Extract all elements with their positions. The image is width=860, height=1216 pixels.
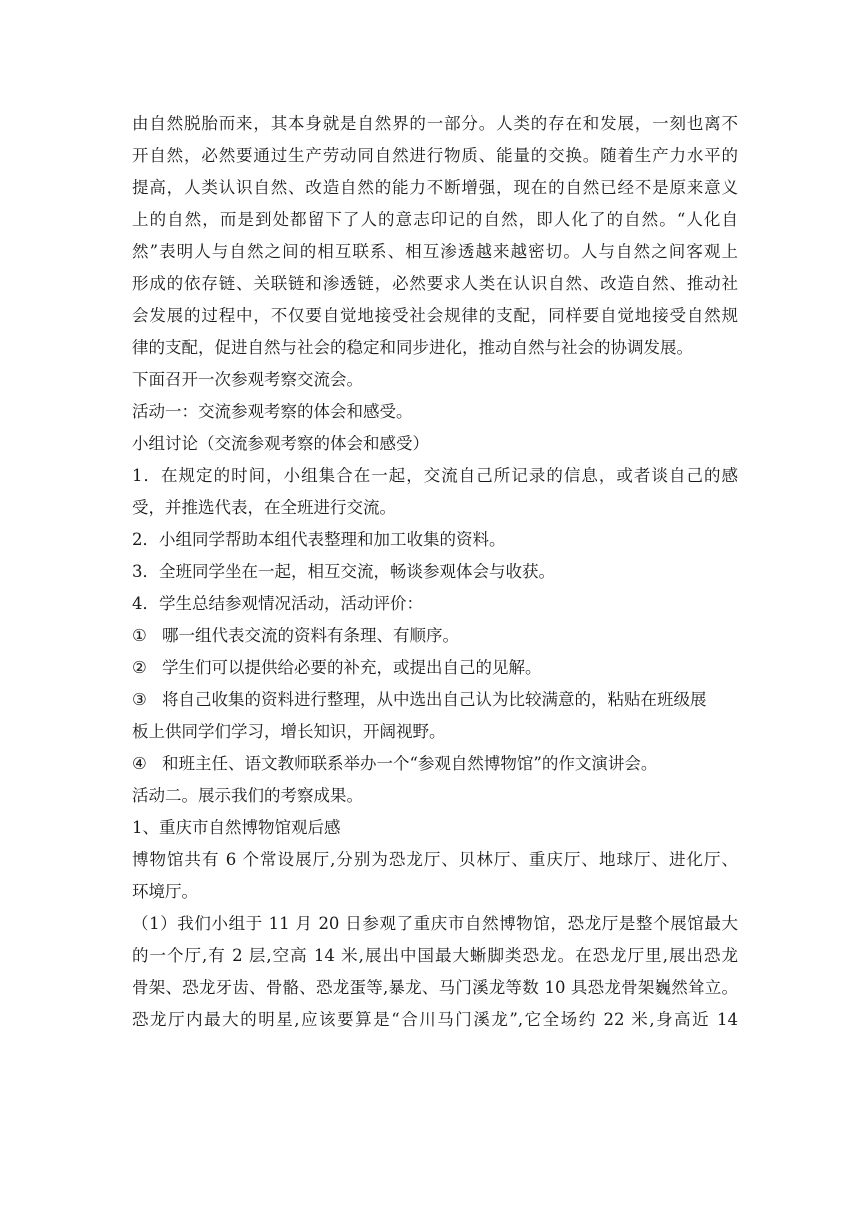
visit-line: 恐龙厅内最大的明星,应该要算是“合川马门溪龙”,它全场约 22 米,身高近 14 — [132, 1010, 738, 1029]
paragraph-line: 上的自然，而是到处都留下了人的意志印记的自然，即人化了的自然。“人化自 — [132, 210, 738, 229]
visit-line: 骨架、恐龙牙齿、骨骼、恐龙蛋等,暴龙、马门溪龙等数 10 具恐龙骨架巍然耸立。 — [132, 978, 738, 997]
step-three: 3．全班同学坐在一起，相互交流，畅谈参观体会与收获。 — [132, 562, 555, 581]
evaluation-text: 哪一组代表交流的资料有条理、有顺序。 — [162, 626, 459, 645]
activity-two-heading: 活动二。展示我们的考察成果。 — [132, 786, 363, 805]
paragraph-line: 由自然脱胎而来，其本身就是自然界的一部分。人类的存在和发展，一刻也离不 — [132, 114, 738, 133]
document-body — [132, 108, 738, 1036]
step-one: 1．在规定的时间，小组集合在一起，交流自己所记录的信息，或者谈自己的感 — [132, 466, 738, 485]
visit-line: （1）我们小组于 11 月 20 日参观了重庆市自然博物馆，恐龙厅是整个展馆最大 — [132, 914, 738, 933]
museum-halls-line: 博物馆共有 6 个常设展厅,分别为恐龙厅、贝林厅、重庆厅、地球厅、进化厅、 — [132, 850, 738, 869]
paragraph-line: 会发展的过程中，不仅要自觉地接受社会规律的支配，同样要自觉地接受自然规 — [132, 306, 738, 325]
evaluation-text: 和班主任、语文教师联系举办一个“参观自然博物馆”的作文演讲会。 — [162, 754, 658, 773]
evaluation-number: ① — [132, 626, 147, 645]
evaluation-item — [132, 620, 738, 652]
evaluation-text: 学生们可以提供给必要的补充，或提出自己的见解。 — [162, 658, 542, 677]
group-discussion-heading: 小组讨论（交流参观考察的体会和感受） — [132, 434, 429, 453]
evaluation-number: ③ — [132, 690, 147, 709]
evaluation-item — [132, 652, 738, 684]
paragraph-line: 开自然，必然要通过生产劳动同自然进行物质、能量的交换。随着生产力水平的 — [132, 146, 738, 165]
museum-halls-line: 环境厅。 — [132, 882, 198, 901]
evaluation-item — [132, 748, 738, 780]
paragraph-line: 然”表明人与自然之间的相互联系、相互渗透越来越密切。人与自然之间客观上 — [132, 242, 738, 261]
paragraph-line: 形成的依存链、关联链和渗透链，必然要求人类在认识自然、改造自然、推动社 — [132, 274, 738, 293]
paragraph-line: 律的支配，促进自然与社会的稳定和同步进化，推动自然与社会的协调发展。 — [132, 338, 693, 357]
step-two: 2．小组同学帮助本组代表整理和加工收集的资料。 — [132, 530, 506, 549]
visit-line: 的一个厅,有 2 层,空高 14 米,展出中国最大蜥脚类恐龙。在恐龙厅里,展出恐龙 — [132, 946, 738, 965]
evaluation-text: 将自己收集的资料进行整理，从中选出自己认为比较满意的，粘贴在班级展 — [162, 690, 707, 709]
evaluation-item-continued: 板上供同学们学习，增长知识，开阔视野。 — [132, 722, 446, 741]
activity-one-heading: 活动一：交流参观考察的体会和感受。 — [132, 402, 413, 421]
evaluation-item — [132, 684, 738, 716]
step-four: 4．学生总结参观情况活动，活动评价： — [132, 594, 423, 613]
evaluation-number: ② — [132, 658, 147, 677]
exchange-intro: 下面召开一次参观考察交流会。 — [132, 370, 363, 389]
paragraph-line: 提高，人类认识自然、改造自然的能力不断增强，现在的自然已经不是原来意义 — [132, 178, 738, 197]
review-heading: 1、重庆市自然博物馆观后感 — [132, 818, 341, 837]
step-one-continued: 受，并推选代表，在全班进行交流。 — [132, 498, 396, 517]
evaluation-number: ④ — [132, 754, 147, 773]
